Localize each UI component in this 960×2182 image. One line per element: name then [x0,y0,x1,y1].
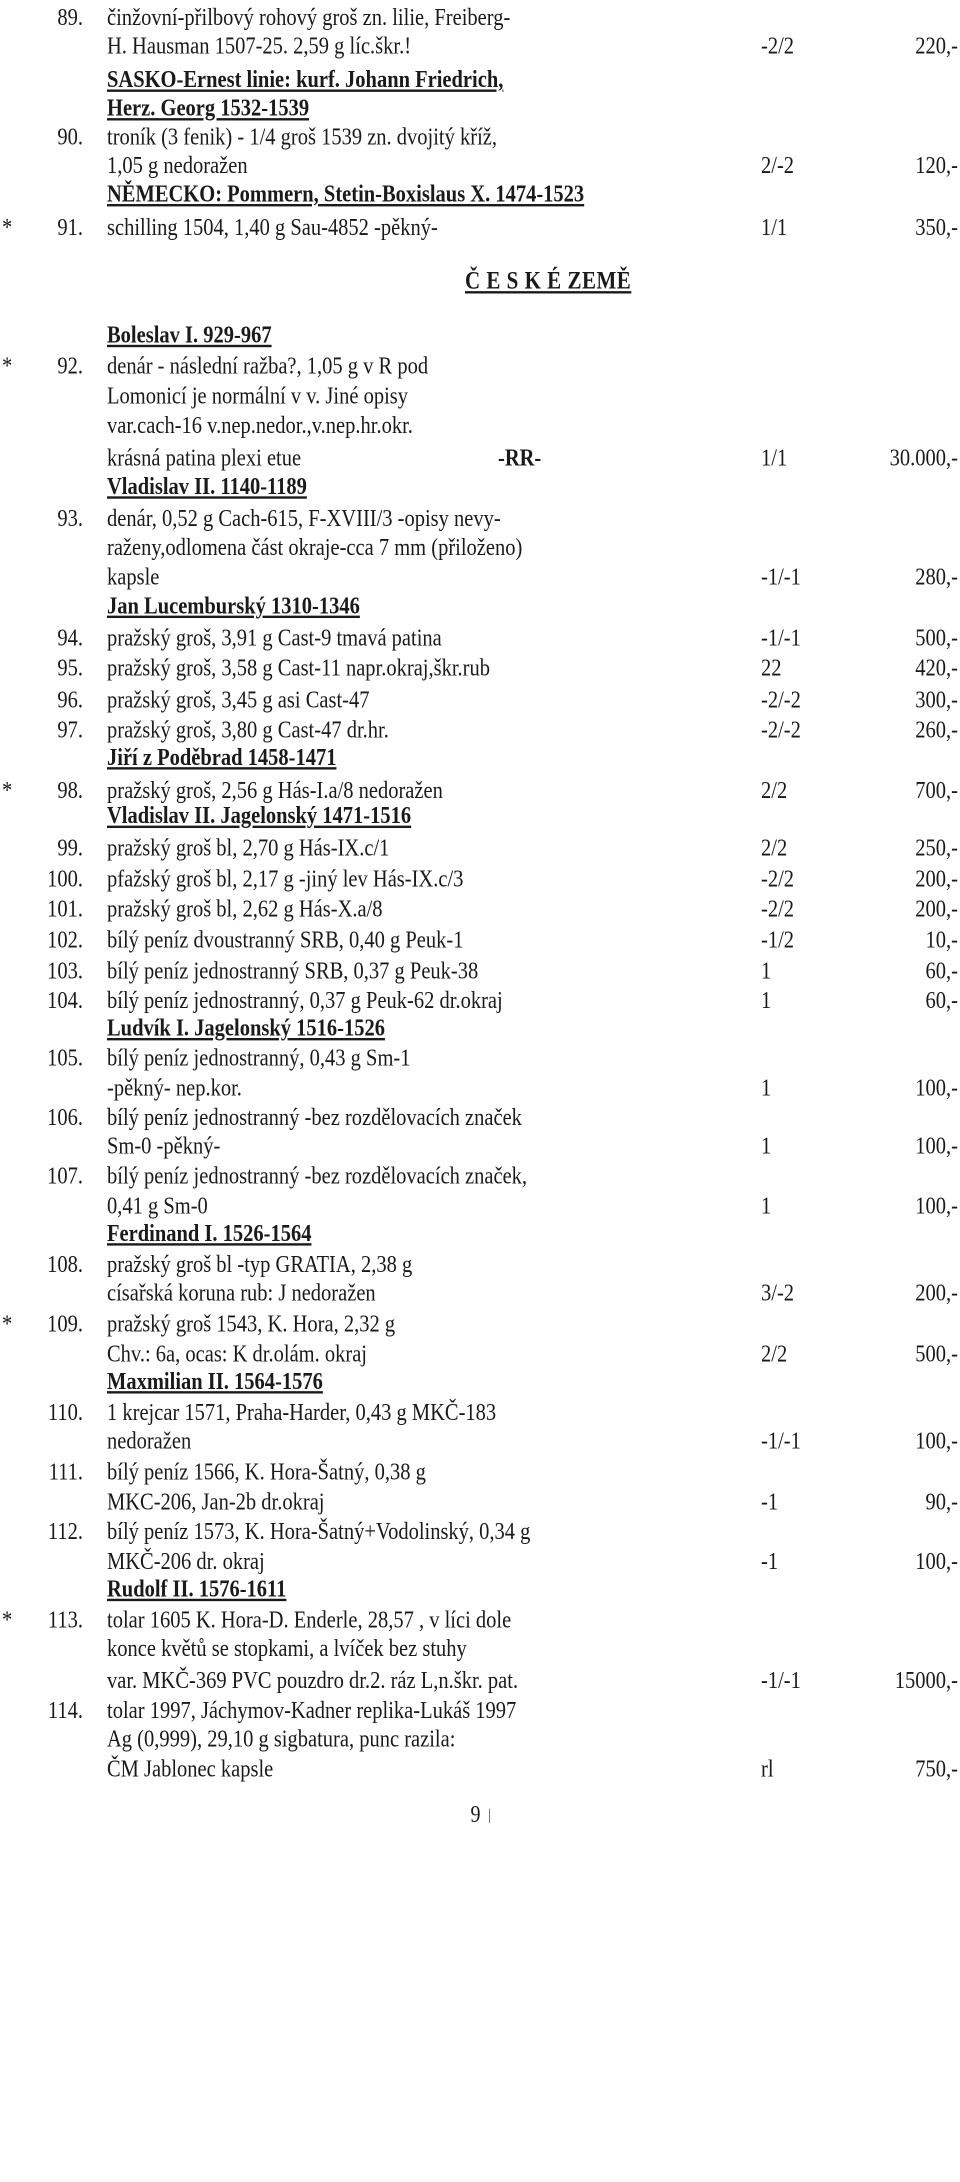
lot-row [0,1515,960,1548]
lot-number: 89. [57,4,83,32]
lot-condition: 2/2 [761,835,788,862]
lot-price: 300,- [915,687,958,714]
lot-description: bílý peníz jednostranný, 0,43 g Sm-1 [107,1045,411,1072]
lot-description: pražský groš, 2,56 g Hás-I.a/8 nedoražen [107,777,443,805]
lot-price: 280,- [915,564,958,591]
lot-number: 98. [57,777,83,805]
lot-price: 100,- [915,1428,958,1455]
country-heading-row [0,264,960,297]
lot-description: pražský groš bl, 2,70 g Hás-IX.c/1 [107,835,390,862]
lot-condition: 2/2 [761,777,788,805]
lot-price: 60,- [925,987,958,1015]
lot-description: var.cach-16 v.nep.nedor.,v.nep.hr.okr. [107,412,413,440]
lot-price: 220,- [915,33,958,60]
lot-number: 97. [57,717,83,744]
lot-condition: -2/2 [761,896,795,923]
lot-condition: -1 [761,1548,779,1575]
lot-description: činžovní-přilbový rohový groš zn. lilie, Freiberg- [107,4,511,32]
lot-continuation-row [0,1664,960,1697]
lot-price: 60,- [925,958,958,985]
lot-condition: -1/-1 [761,564,801,591]
lot-number: 90. [57,124,83,151]
lot-continuation-row [0,1485,960,1518]
lot-price: 200,- [915,866,958,893]
lot-continuation-row [0,1632,960,1665]
lot-description: pražský groš 1543, K. Hora, 2,32 g [107,1311,396,1338]
section-heading-row [0,1573,960,1606]
lot-continuation-row [0,1277,960,1310]
lot-description: pražský groš bl, 2,62 g Hás-X.a/8 [107,896,383,923]
section-heading-row [0,1365,960,1398]
lot-price: 100,- [915,1133,958,1160]
lot-description: pražský groš bl -typ GRATIA, 2,38 g [107,1251,413,1278]
lot-description: denár, 0,52 g Cach-615, F-XVIII/3 -opisy nevy- [107,505,501,533]
page-tick-mark [489,1809,490,1823]
lot-description: Sm-0 -pěkný- [107,1133,221,1160]
lot-description: Chv.: 6a, ocas: K dr.olám. okraj [107,1341,367,1368]
lot-description: -pěkný- nep.kor. [107,1074,242,1102]
ruler-heading: Vladislav II. 1140-1189 [107,473,307,500]
lot-condition: 22 [761,655,782,682]
lot-description: císařská koruna rub: J nedoražen [107,1280,376,1307]
lot-condition: 1/1 [761,445,788,472]
lot-price: 15000,- [894,1667,958,1695]
lot-row [0,651,960,684]
lot-condition: rl [761,1756,774,1783]
rarity-mark: -RR- [498,445,542,472]
lot-number: 100. [47,866,83,893]
lot-row [0,923,960,956]
lot-description: bílý peníz 1573, K. Hora-Šatný+Vodolinský, 0,34 g [107,1518,531,1546]
lot-number: 109. [47,1311,83,1338]
lot-row [0,1308,960,1341]
lot-number: 101. [47,896,83,923]
lot-price: 90,- [925,1488,958,1516]
lot-condition: -1/2 [761,927,795,954]
lot-continuation-row [0,1723,960,1756]
lot-continuation-row [0,1425,960,1458]
lot-number: 107. [47,1163,83,1190]
lot-condition: -1 [761,1488,779,1516]
lot-price: 260,- [915,717,958,744]
lot-condition: 2/-2 [761,152,795,179]
lot-condition: 1/1 [761,214,788,242]
lot-number: 103. [47,958,83,985]
section-heading-row [0,799,960,832]
lot-description: pražský groš, 3,91 g Cast-9 tmavá patina [107,625,442,652]
lot-row [0,832,960,865]
lot-description: pražský groš, 3,58 g Cast-11 napr.okraj,škr.rub [107,655,490,682]
lot-price: 350,- [915,214,958,242]
section-heading-row [0,1217,960,1250]
lot-number: 95. [57,655,83,682]
lot-price: 250,- [915,835,958,862]
ruler-heading: Vladislav II. Jagelonský 1471-1516 [107,802,412,830]
lot-number: 104. [47,987,83,1015]
section-heading-row [0,1012,960,1045]
ruler-heading: NĚMECKO: Pommern, Stetin-Boxislaus X. 1474-1523 [107,181,585,208]
lot-condition: -1/-1 [761,625,801,652]
section-heading-row [0,178,960,211]
lot-price: 30.000,- [889,445,958,472]
lot-description: denár - následní ražba?, 1,05 g v R pod [107,353,429,380]
lot-row [0,863,960,896]
lot-description: 1 krejcar 1571, Praha-Harder, 0,43 g MKČ-183 [107,1399,497,1426]
lot-price: 100,- [915,1548,958,1575]
ruler-heading: Maxmilian II. 1564-1576 [107,1368,323,1395]
lot-price: 420,- [915,655,958,682]
featured-marker: * [2,777,13,805]
lot-continuation-row [0,379,960,412]
featured-marker: * [2,214,13,242]
lot-condition: -1/-1 [761,1667,801,1695]
lot-row [0,684,960,717]
lot-description: bílý peníz 1566, K. Hora-Šatný, 0,38 g [107,1459,426,1486]
lot-number: 114. [47,1697,83,1725]
lot-description: MKC-206, Jan-2b dr.okraj [107,1488,325,1516]
lot-description: Lomonicí je normální v v. Jiné opisy [107,382,409,410]
lot-condition: -1/-1 [761,1428,801,1455]
lot-price: 500,- [915,625,958,652]
lot-description: tolar 1997, Jáchymov-Kadner replika-Lukáš 1997 [107,1697,517,1725]
lot-description: raženy,odlomena část okraje-cca 7 mm (přiloženo) [107,534,523,561]
lot-continuation-row [0,409,960,442]
lot-description: H. Hausman 1507-25. 2,59 g líc.škr.! [107,33,412,60]
lot-row [0,1042,960,1075]
section-heading-row [0,741,960,774]
lot-continuation-row [0,531,960,564]
featured-marker: * [2,353,13,380]
lot-description: pražský groš, 3,80 g Cast-47 dr.hr. [107,717,389,744]
lot-condition: 1 [761,1193,772,1220]
lot-condition: 1 [761,958,772,985]
lot-number: 93. [57,505,83,533]
lot-condition: 1 [761,1074,772,1102]
featured-marker: * [2,1311,13,1338]
lot-description: bílý peníz jednostranný SRB, 0,37 g Peuk-38 [107,958,479,985]
lot-description: nedoražen [107,1428,192,1455]
lot-continuation-row [0,1130,960,1163]
ruler-heading: SASKO-Ernest linie: kurf. Johann Friedrich, [107,66,504,94]
lot-description: pražský groš, 3,45 g asi Cast-47 [107,687,370,714]
ruler-heading: Rudolf II. 1576-1611 [107,1576,287,1603]
lot-price: 200,- [915,1280,958,1307]
section-heading-row [0,470,960,503]
lot-description: tolar 1605 K. Hora-D. Enderle, 28,57 , v líci dole [107,1607,512,1634]
lot-price: 750,- [915,1756,958,1783]
lot-description: krásná patina plexi etue [107,445,302,472]
lot-row [0,954,960,987]
section-heading-row [0,319,960,352]
lot-description: bílý peníz jednostranný, 0,37 g Peuk-62 dr.okraj [107,987,503,1015]
lot-row [0,1160,960,1193]
country-heading: Č E S K É ZEMĚ [465,266,632,295]
lot-number: 105. [47,1045,83,1072]
lot-condition: 3/-2 [761,1280,795,1307]
lot-description: ČM Jablonec kapsle [107,1756,274,1783]
lot-condition: -2/2 [761,866,795,893]
lot-price: 120,- [915,152,958,179]
lot-description: kapsle [107,564,160,591]
lot-number: 92. [57,353,83,380]
lot-condition: 1 [761,1133,772,1160]
ruler-heading: Boleslav I. 929-967 [107,322,272,349]
lot-price: 10,- [925,927,958,954]
lot-number: 112. [47,1518,83,1546]
lot-condition: -2/2 [761,33,795,60]
lot-number: 113. [47,1607,83,1634]
lot-description: 0,41 g Sm-0 [107,1193,208,1220]
lot-number: 108. [47,1251,83,1278]
section-heading-row [0,589,960,622]
lot-description: var. MKČ-369 PVC pouzdro dr.2. ráz L,n.škr. pat. [107,1667,519,1695]
page-number: 9 [0,1799,960,1830]
lot-price: 100,- [915,1193,958,1220]
lot-description: bílý peníz jednostranný -bez rozdělovacích značek, [107,1163,528,1190]
lot-price: 500,- [915,1341,958,1368]
lot-row [0,622,960,655]
lot-number: 99. [57,835,83,862]
lot-number: 111. [48,1459,83,1486]
lot-description: konce květů se stopkami, a lvíček bez stuhy [107,1635,467,1662]
lot-condition: -2/-2 [761,687,801,714]
lot-description: bílý peníz jednostranný -bez rozdělovacích značek [107,1104,522,1132]
lot-price: 100,- [915,1074,958,1102]
lot-number: 91. [57,214,83,242]
lot-price: 700,- [915,777,958,805]
lot-description: schilling 1504, 1,40 g Sau-4852 -pěkný- [107,214,438,242]
lot-condition: -2/-2 [761,717,801,744]
ruler-heading: Jiří z Poděbrad 1458-1471 [107,744,337,771]
lot-description: pfažský groš bl, 2,17 g -jiný lev Hás-IX.c/3 [107,866,464,893]
lot-condition: 2/2 [761,1341,788,1368]
lot-price: 200,- [915,896,958,923]
lot-number: 102. [47,927,83,954]
ruler-heading: Jan Lucemburský 1310-1346 [107,592,360,620]
ruler-heading: Ferdinand I. 1526-1564 [107,1220,312,1247]
lot-number: 96. [57,687,83,714]
ruler-heading: Ludvík I. Jagelonský 1516-1526 [107,1015,385,1042]
lot-description: MKČ-206 dr. okraj [107,1548,265,1575]
lot-row [0,892,960,925]
lot-description: Ag (0,999), 29,10 g sigbatura, punc razila: [107,1726,456,1753]
lot-number: 94. [57,625,83,652]
lot-row [0,350,960,383]
lot-row [0,211,960,244]
lot-number: 106. [47,1104,83,1132]
lot-row [0,1456,960,1489]
lot-description: 1,05 g nedoražen [107,152,248,179]
ruler-heading: Herz. Georg 1532-1539 [107,95,310,122]
lot-description: troník (3 fenik) - 1/4 groš 1539 zn. dvojitý kříž, [107,124,498,151]
lot-continuation-row [0,30,960,63]
lot-continuation-row [0,1071,960,1104]
lot-description: bílý peníz dvoustranný SRB, 0,40 g Peuk-1 [107,927,464,954]
lot-number: 110. [47,1399,83,1426]
lot-continuation-row [0,1753,960,1786]
lot-condition: 1 [761,987,772,1015]
featured-marker: * [2,1607,13,1634]
